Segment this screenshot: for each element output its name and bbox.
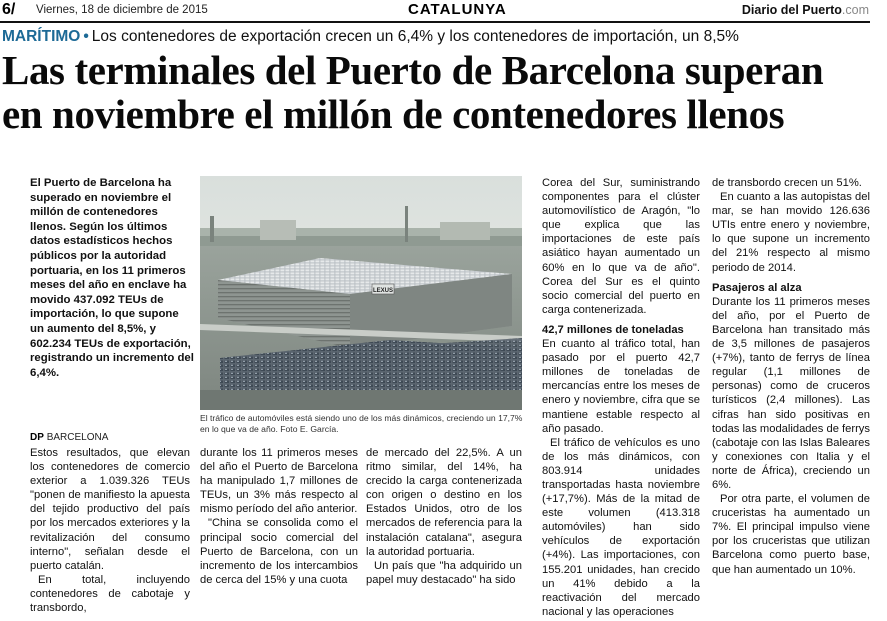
page-number: 6/ bbox=[2, 1, 16, 18]
paragraph: En total, incluyendo contenedores de cabotaje y transbordo, bbox=[30, 573, 190, 615]
paragraph: En cuanto al tráfico total, han pasado por el puerto 42,7 millones de toneladas de mercancías entre los meses de enero y noviembre, cifra que se mantiene estable respecto al año pasado. bbox=[542, 338, 700, 435]
byline-agency: DP bbox=[30, 432, 44, 443]
port-parking-photo bbox=[200, 176, 522, 410]
paragraph: durante los 11 primeros meses del año el Puerto de Barcelona ha manipulado 1,7 millones de TEUs, un 3% más respecto al mismo período del año anterior. bbox=[200, 447, 358, 516]
kicker-separator: • bbox=[83, 28, 89, 45]
byline bbox=[30, 432, 108, 443]
headline-line-1: Las terminales del Puerto de Barcelona superan bbox=[2, 47, 824, 93]
body-column-1 bbox=[30, 446, 190, 615]
subheading-tonnage: 42,7 millones de toneladas bbox=[542, 323, 684, 336]
headline-line-2: en noviembre el millón de contenedores llenos bbox=[2, 91, 785, 137]
building-sign-text: LEXUS bbox=[372, 288, 394, 294]
headline bbox=[2, 48, 882, 136]
issue-date: Viernes, 18 de diciembre de 2015 bbox=[36, 4, 208, 16]
lead-paragraph: El Puerto de Barcelona ha superado en noviembre el millón de contenedores llenos. Según los últimos datos estadísticos hechos públicos por la autoridad portuaria, en los 11 primeros meses del año en enclave ha movido 437.092 TEUs de importación, lo que supone un aumento del 8,5%, y 602.234 TEUs de exportación, registrando un incremento del 6,4%. bbox=[30, 177, 194, 379]
body-column-2 bbox=[200, 446, 358, 587]
paragraph: Un país que "ha adquirido un papel muy destacado" ha sido bbox=[366, 559, 522, 586]
article-photo bbox=[200, 176, 522, 410]
paragraph: El tráfico de vehículos es uno de los más dinámicos, con 803.914 unidades transportadas hasta noviembre (+17,7%). Más de la mitad de este volumen (413.318 automóviles) han sido vehículos de exportación (+4%). Las importaciones, con 155.201 unidades, han crecido un 41% debido a la reactivación del mercado nacional y las operaciones bbox=[542, 436, 700, 618]
paragraph: Estos resultados, que elevan los contenedores de comercio exterior a 1.039.326 TEUs "ponen de manifiesto la apuesta del tejido productivo del país por los mercados exteriores y la revitalización del consumo interno", señalan desde el puerto catalán. bbox=[30, 447, 190, 572]
paragraph: "China se consolida como el principal socio comercial del Puerto de Barcelona, con un incremento de los intercambios de cerca del 15% y una cuota bbox=[200, 517, 358, 586]
paragraph: de mercado del 22,5%. A un ritmo similar, del 14%, ha crecido la carga contenerizada con origen o destino en los Estados Unidos, otro de los mercados de referencia para la instalación catalana", asegura la autoridad portuaria. bbox=[366, 447, 522, 558]
paragraph: Por otra parte, el volumen de cruceristas ha aumentado un 7%. El principal impulso viene por los cruceristas que utilizan Barcelona como puerto base, que han aumentado un 10%. bbox=[712, 493, 870, 576]
kicker-text: Los contenedores de exportación crecen un 6,4% y los contenedores de importación, un 8,5% bbox=[91, 28, 739, 45]
publication-logo bbox=[742, 3, 869, 17]
body-column-3 bbox=[366, 446, 522, 587]
body-column-4 bbox=[542, 176, 700, 619]
brand-suffix: .com bbox=[841, 3, 869, 17]
kicker bbox=[2, 28, 739, 46]
body-column-5 bbox=[712, 176, 870, 577]
paragraph: de transbordo crecen un 51%. bbox=[712, 177, 862, 189]
paragraph: Durante los 11 primeros meses del año, por el Puerto de Barcelona han transitado más de 3,5 millones de pasajeros (+7%), tanto de ferrys de línea regular (1,1 millones de personas) como de cruceros turísticos (2,4 millones). Las cifras han sido positivas en todas las modalidades de ferrys (cabotaje con las Islas Baleares y conexiones con Italia y el norte de África), creciendo un 6%. bbox=[712, 295, 870, 491]
header-rule bbox=[0, 21, 870, 23]
paragraph: Corea del Sur, suministrando componentes para el clúster automovilístico de Aragón, "lo que explica que las importaciones de este país asiático hayan aumentado un 60% en lo que va de año". Corea del Sur es el quinto socio comercial del puerto en carga contenerizada. bbox=[542, 177, 700, 316]
brand-name: Diario del Puerto bbox=[741, 3, 842, 17]
subheading-passengers: Pasajeros al alza bbox=[712, 281, 802, 294]
kicker-tag: MARÍTIMO bbox=[2, 28, 81, 45]
section-title: CATALUNYA bbox=[408, 1, 507, 18]
byline-city: BARCELONA bbox=[46, 432, 109, 443]
paragraph: En cuanto a las autopistas del mar, se han movido 126.636 UTIs entre enero y noviembre, lo que supone un incremento del 21% respecto al mismo periodo de 2014. bbox=[712, 191, 870, 274]
photo-caption: El tráfico de automóviles está siendo uno de los más dinámicos, creciendo un 17,7% en lo que va de año. Foto E. García. bbox=[200, 413, 523, 434]
